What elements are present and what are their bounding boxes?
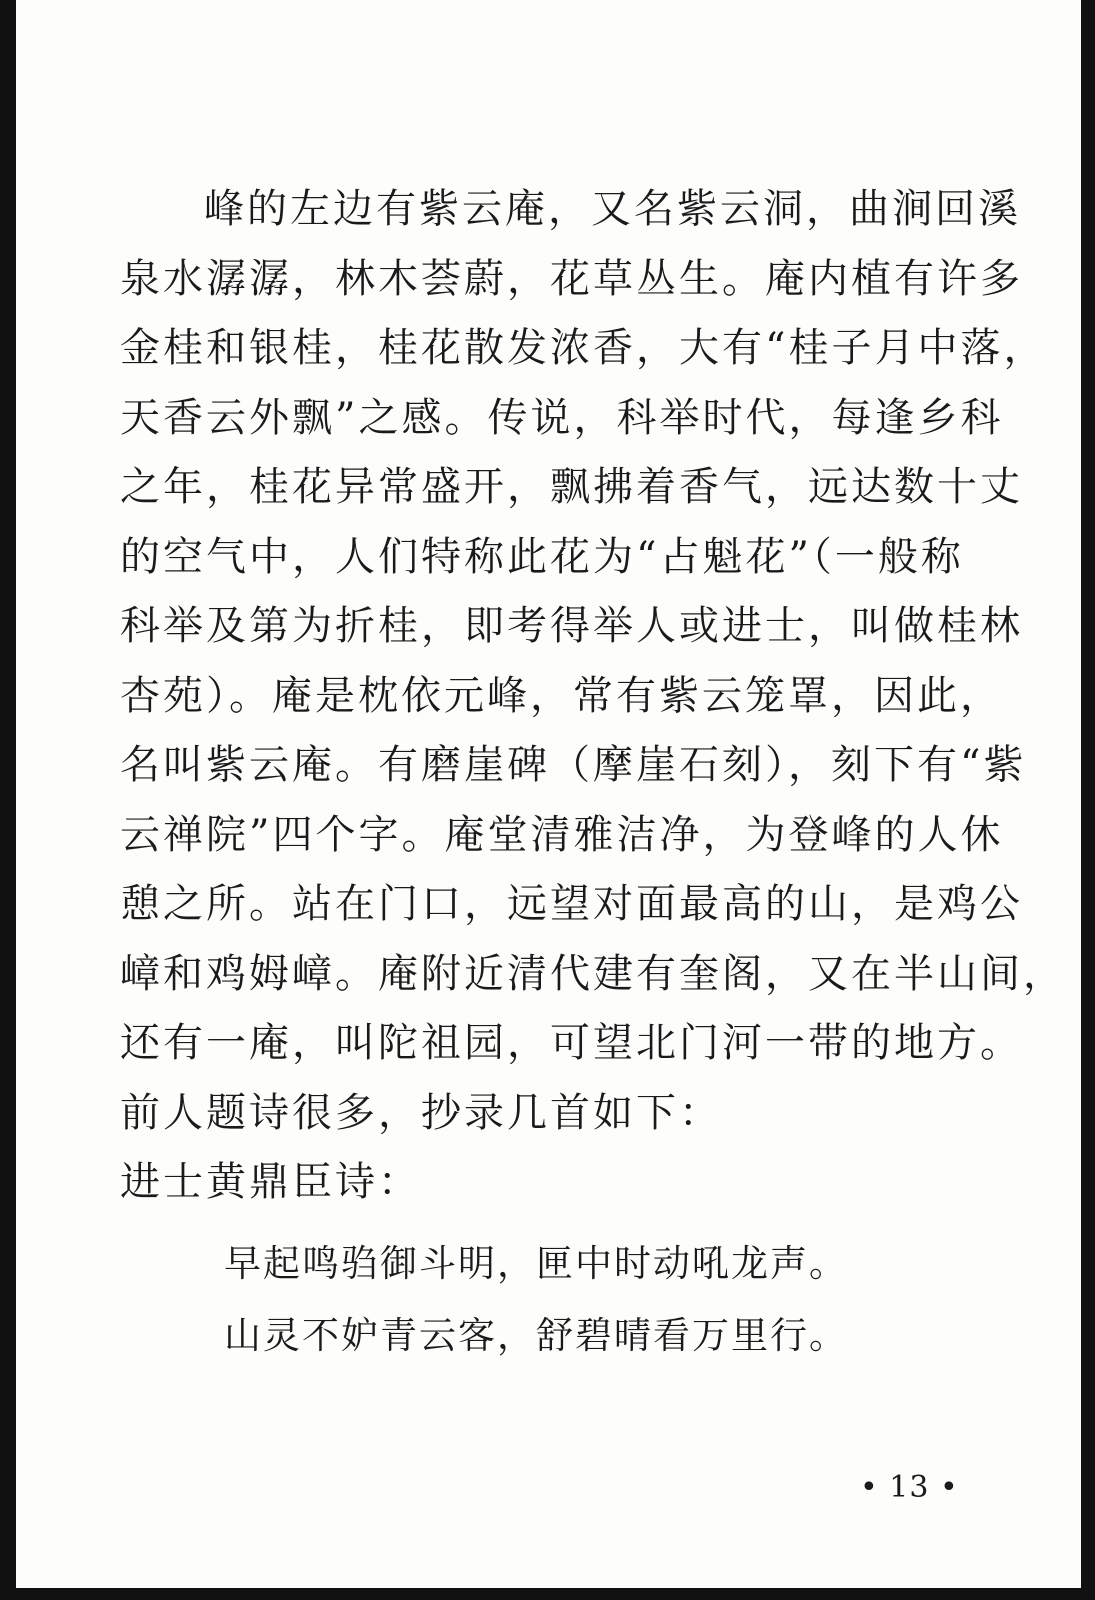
paragraph-line: 名叫紫云庵。有磨崖碑（摩崖石刻），刻下有“紫 bbox=[120, 742, 1027, 788]
paragraph-line: 的空气中，人们特称此花为“占魁花”（一般称 bbox=[120, 533, 964, 580]
paragraph-line: 之年，桂花异常盛开，飘拂着香气，远达数十丈 bbox=[120, 464, 1023, 510]
paragraph-line: 金桂和银桂，桂花散发浓香，大有“桂子月中落， bbox=[120, 325, 1047, 371]
paragraph-line: 嶂和鸡姆嶂。庵附近清代建有奎阁，又在半山间， bbox=[120, 950, 1066, 997]
poem-line: 山灵不妒青云客，舒碧晴看万里行。 bbox=[224, 1313, 848, 1357]
scan-border-right bbox=[1081, 0, 1095, 1600]
paragraph-line: 前人题诗很多，抄录几首如下： bbox=[120, 1089, 722, 1136]
paragraph-line: 云禅院”四个字。庵堂清雅洁净，为登峰的人休 bbox=[120, 811, 1004, 858]
paragraph-line: 天香云外飘”之感。传说，科举时代，每逢乡科 bbox=[120, 394, 1004, 441]
paragraph-line: 科举及第为折桂，即考得举人或进士，叫做桂林 bbox=[120, 603, 1023, 649]
poem-line: 早起鸣驺御斗明，匣中时动吼龙声。 bbox=[224, 1241, 848, 1285]
page-number: • 13 • bbox=[860, 1470, 959, 1505]
poem bbox=[120, 1228, 990, 1372]
scan-border-bottom bbox=[0, 1588, 1095, 1600]
scan-border-left bbox=[0, 0, 16, 1600]
page-body bbox=[120, 175, 1066, 1372]
paragraph-line: 憩之所。站在门口，远望对面最高的山，是鸡公 bbox=[120, 881, 1023, 927]
poem-heading: 进士黄鼎臣诗： bbox=[120, 1159, 421, 1205]
paragraph-line: 杏苑）。庵是枕依元峰，常有紫云笼罩，因此， bbox=[120, 672, 1003, 719]
paragraph-line: 峰的左边有紫云庵，又名紫云洞，曲涧回溪 bbox=[204, 186, 1021, 232]
paragraph-line: 还有一庵，叫陀祖园，可望北门河一带的地方。 bbox=[120, 1020, 1023, 1066]
paragraph-line: 泉水潺潺，林木荟蔚，花草丛生。庵内植有许多 bbox=[120, 255, 1023, 302]
